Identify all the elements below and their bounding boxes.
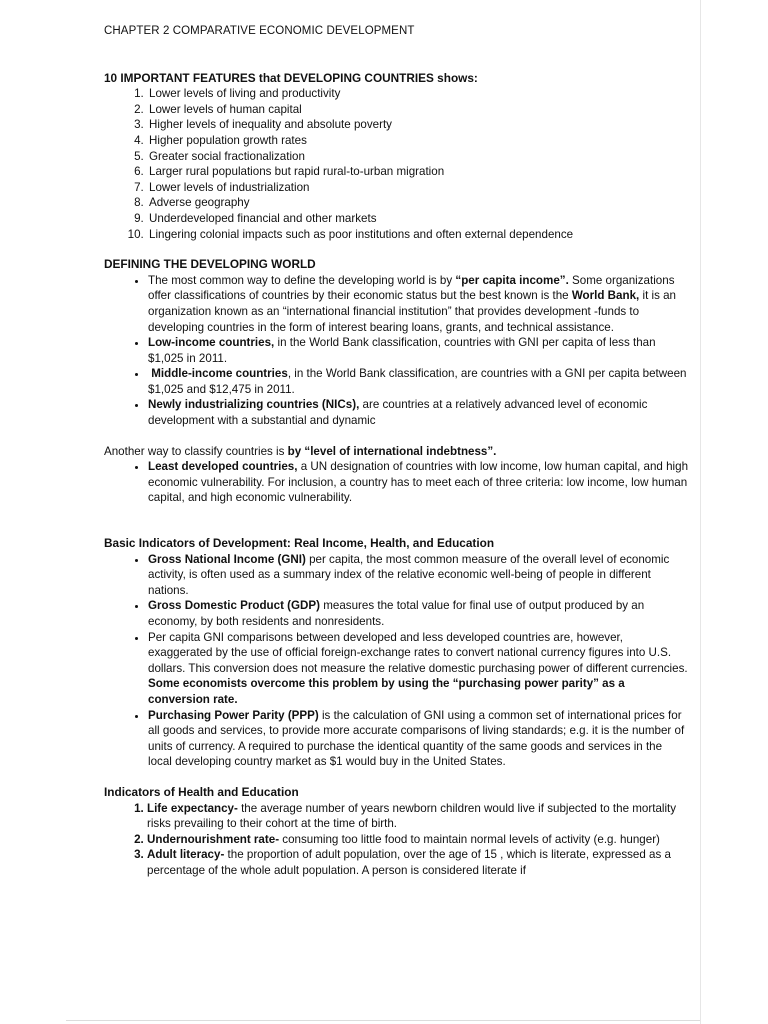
- list-item: [147, 847, 689, 878]
- features-list: [104, 86, 689, 242]
- list-item: [148, 708, 689, 770]
- list-item: [147, 832, 689, 848]
- list-item: [148, 598, 689, 629]
- item-text: consuming too little food to maintain normal levels of activity (e.g. hunger): [279, 832, 660, 846]
- bullet-text: , in the World Bank classification, are countries with a GNI per capita between $1,025 and $12,475 in 2011.: [148, 367, 687, 396]
- bullet-bold: Middle-income countries: [151, 367, 288, 381]
- bullet-bold: Gross National Income (GNI): [148, 552, 306, 566]
- list-item: [148, 630, 689, 708]
- bullet-text: is the calculation of GNI using a common set of international prices for all goods and services, to provide more accurate comparisons of living standards; e.g. it is the number of units of currency. A required to purchase the identical quantity of the same goods and services in the local developing country market as $1 would buy in the United States.: [148, 708, 685, 769]
- list-item: 2. Lower levels of human capital: [147, 102, 689, 118]
- item-text: the proportion of adult population, over the age of 15 , which is literate, expressed as a percentage of the whole adult population. A person is considered literate if: [147, 848, 671, 877]
- defining-list: [104, 273, 689, 429]
- bullet-bold: Least developed countries,: [148, 460, 298, 474]
- list-item: 3. Higher levels of inequality and absolute poverty: [147, 117, 689, 133]
- bullet-bold: Gross Domestic Product (GDP): [148, 599, 321, 613]
- bullet-text: measures the total value for final use of output produced by an economy, by both residents and nonresidents.: [148, 599, 645, 628]
- bullet-text: a UN designation of countries with low income, low human capital, and high economic vulnerability. For inclusion, a country has to meet each of three criteria: low income, low human capital, and high economic vulnerability.: [148, 460, 689, 505]
- list-item: 5. Greater social fractionalization: [147, 149, 689, 165]
- list-item: [148, 552, 689, 599]
- health-education-heading: Indicators of Health and Education: [104, 784, 299, 799]
- list-item: 9. Underdeveloped financial and other markets: [147, 211, 689, 227]
- bullet-text: are countries at a relatively advanced level of economic development with a substantial and dynamic: [148, 398, 648, 428]
- bullet-text: it is an organization known as an “international financial institution” that provides development -funds to developing countries in the form of interest bearing loans, grants, and technical assistance.: [148, 289, 676, 334]
- page-bottom-edge: [66, 1020, 700, 1021]
- basic-indicators-heading: Basic Indicators of Development: Real Income, Health, and Education: [104, 536, 495, 551]
- bullet-bold: World Bank,: [571, 289, 640, 303]
- page-edge: [700, 0, 701, 1024]
- basic-indicators-list: [104, 552, 689, 770]
- bullet-text: Some organizations offer classifications of countries by their economic status but the best known is the: [148, 273, 675, 303]
- item-text: the average number of years newborn children would live if subjected to the mortality risks prevailing to their cohort at the time of birth.: [147, 801, 677, 831]
- bullet-bold: Low-income countries,: [148, 336, 275, 350]
- bullet-text: per capita, the most common measure of the overall level of economic activity, is often used as a summary index of the relative economic well-being of people in different nations.: [148, 552, 670, 597]
- bullet-text: in the World Bank classification, countries with GNI per capita of less than $1,025 in 2011.: [148, 336, 656, 365]
- list-item: [148, 397, 689, 428]
- features-heading: 10 IMPORTANT FEATURES that DEVELOPING COUNTRIES shows:: [104, 70, 478, 85]
- chapter-header: CHAPTER 2 COMPARATIVE ECONOMIC DEVELOPMENT: [104, 25, 415, 37]
- bullet-bold: Some economists overcome this problem by using the “purchasing power parity” as a conversion rate.: [148, 677, 625, 706]
- health-education-list: [104, 801, 689, 879]
- list-item: [147, 801, 689, 832]
- list-item: [148, 459, 689, 506]
- indebtness-list: [104, 459, 689, 506]
- intro-bold: by “level of international indebtness”.: [287, 444, 497, 458]
- list-item: 7. Lower levels of industrialization: [147, 180, 689, 196]
- list-item: 8. Adverse geography: [147, 195, 689, 211]
- defining-heading: DEFINING THE DEVELOPING WORLD: [104, 257, 316, 272]
- indebtness-intro: [104, 444, 689, 460]
- document-body: [104, 24, 689, 879]
- list-item: 10. Lingering colonial impacts such as poor institutions and often external dependence: [147, 227, 689, 243]
- bullet-bold: Purchasing Power Parity (PPP): [148, 708, 319, 722]
- bullet-bold: “per capita income”.: [455, 273, 569, 287]
- bullet-bold: Newly industrializing countries (NICs),: [148, 398, 360, 412]
- list-item: [148, 273, 689, 335]
- list-item: 1. Lower levels of living and productivity: [147, 86, 689, 102]
- bullet-text: The most common way to define the developing world is by: [148, 273, 456, 287]
- bullet-text: Per capita GNI comparisons between developed and less developed countries are, however, exaggerated by the use of official foreign-exchange rates to convert national currency figures into U.S. dollars. This conversion does not measure the relative domestic purchasing power of different currencies.: [148, 630, 688, 675]
- list-item: [148, 366, 689, 397]
- item-bold: Adult literacy-: [147, 848, 225, 862]
- list-item: [148, 335, 689, 366]
- list-item: 4. Higher population growth rates: [147, 133, 689, 149]
- item-bold: Life expectancy-: [147, 801, 238, 815]
- item-bold: Undernourishment rate-: [147, 832, 280, 846]
- intro-text: Another way to classify countries is: [104, 444, 288, 458]
- list-item: 6. Larger rural populations but rapid rural-to-urban migration: [147, 164, 689, 180]
